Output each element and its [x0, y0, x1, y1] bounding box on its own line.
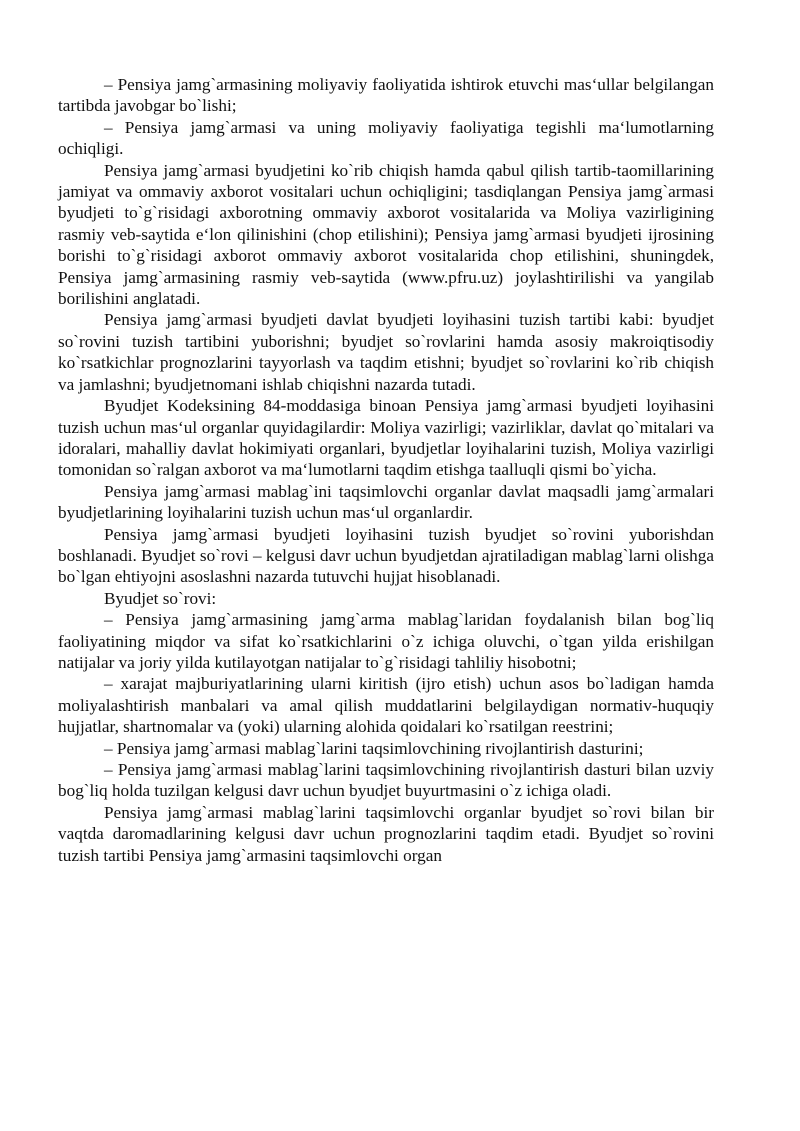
paragraph-budget-request: Pensiya jamg`armasi byudjeti loyihasini tuzish byudjet so`rovini yuborishdan boshlanadi. Byudjet so`rovi – kelgusi davr uchun byudjetdan ajratiladigan mablag`larni olishga bo`lgan ehtiyojni asoslashni nazarda tutuvchi hujjat hisoblanadi.	[58, 524, 714, 587]
paragraph-distributing-bodies: Pensiya jamg`armasi mablag`ini taqsimlovchi organlar davlat maqsadli jamg`armalari byudjetlarining loyihalarini tuzish uchun mas‘ul organlardir.	[58, 481, 714, 523]
paragraph-budget-drafting: Pensiya jamg`armasi byudjeti davlat byudjeti loyihasini tuzish tartibi kabi: byudjet so`rovini tuzish tartibini yuborishni; byudjet so`rovlarini hamda asosiy makroiqtisodiy ko`rsatkichlar prognozlarini tayyorlash va taqdim etishni; byudjet so`rovlarini ko`rib chiqish va jamlashni; byudjetnomani ishlab chiqishni nazarda tutadi.	[58, 310, 714, 394]
paragraph-responsibility: – Pensiya jamg`armasining moliyaviy faoliyatida ishtirok etuvchi mas‘ullar belgilangan tartibda javobgar bo`lishi;	[58, 75, 714, 116]
list-item-obligations-registry: – xarajat majburiyatlarining ularni kiritish (ijro etish) uchun asos bo`ladigan hamda moliyalashtirish manbalari va amal qilish muddatlarini belgilaydigan normativ-huquqiy hujjatlar, shartnomalar va (yoki) ularning alohida qoidalari ko`rsatilgan reestrini;	[58, 674, 714, 737]
list-item-analytical-report: – Pensiya jamg`armasining jamg`arma mablag`laridan foydalanish bilan bog`liq faoliyatining miqdor va sifat ko`rsatkichlarini o`z ichiga oluvchi, o`tgan yilda erishilgan natijalar va joriy yilda kutilayotgan natijalar to`g`risidagi tahliliy hisobotni;	[58, 610, 714, 672]
paragraph-revenue-forecasts: Pensiya jamg`armasi mablag`larini taqsimlovchi organlar byudjet so`rovi bilan bir vaqtda daromadlarining kelgusi davr uchun prognozlarini taqdim etadi. Byudjet so`rovini tuzish tartibi Pensiya jamg`armasini taqsimlovchi organ	[58, 802, 714, 865]
paragraph-budget-request-heading: Byudjet so`rovi:	[104, 588, 217, 608]
list-item-budget-order: – Pensiya jamg`armasi mablag`larini taqsimlovchining rivojlantirish dasturi bilan uzviy bog`liq holda tuzilgan kelgusi davr uchun byudjet buyurtmasini o`z ichiga oladi.	[58, 760, 714, 801]
paragraph-openness: Pensiya jamg`armasi byudjetini ko`rib chiqish hamda qabul qilish tartib-taomillarining jamiyat va ommaviy axborot vositalari uchun ochiqligini; tasdiqlangan Pensiya jamg`armasi byudjeti to`g`risidagi axborotning ommaviy axborot vositalarida va Moliya vazirligining rasmiy veb-saytida e‘lon qilinishini (chop etilishini); Pensiya jamg`armasi byudjeti ijrosining borishi to`g`risidagi axborot ommaviy axborot vositalarida chop etilishini, shuningdek, Pensiya jamg`armasining rasmiy veb-saytida (www.pfru.uz) joylashtirilishi va yangilab borilishini anglatadi.	[58, 160, 714, 309]
document-page	[58, 74, 714, 866]
paragraph-budget-code-84: Byudjet Kodeksining 84-moddasiga binoan Pensiya jamg`armasi byudjeti loyihasini tuzish uchun mas‘ul organlar quyidagilardir: Moliya vazirligi; vazirliklar, davlat qo`mitalari va idoralari, mahalliy davlat hokimiyati organlari, byudjetlar loyihalarini tuzish, Moliya vazirligi tomonidan so`ralgan axborot va ma‘lumotlarni taqdim etishga taalluqli qismi bo`yicha.	[58, 396, 714, 480]
paragraph-transparency: – Pensiya jamg`armasi va uning moliyaviy faoliyatiga tegishli ma‘lumotlarning ochiqligi.	[58, 117, 714, 159]
list-item-development-program: – Pensiya jamg`armasi mablag`larini taqsimlovchining rivojlantirish dasturini;	[104, 738, 644, 758]
